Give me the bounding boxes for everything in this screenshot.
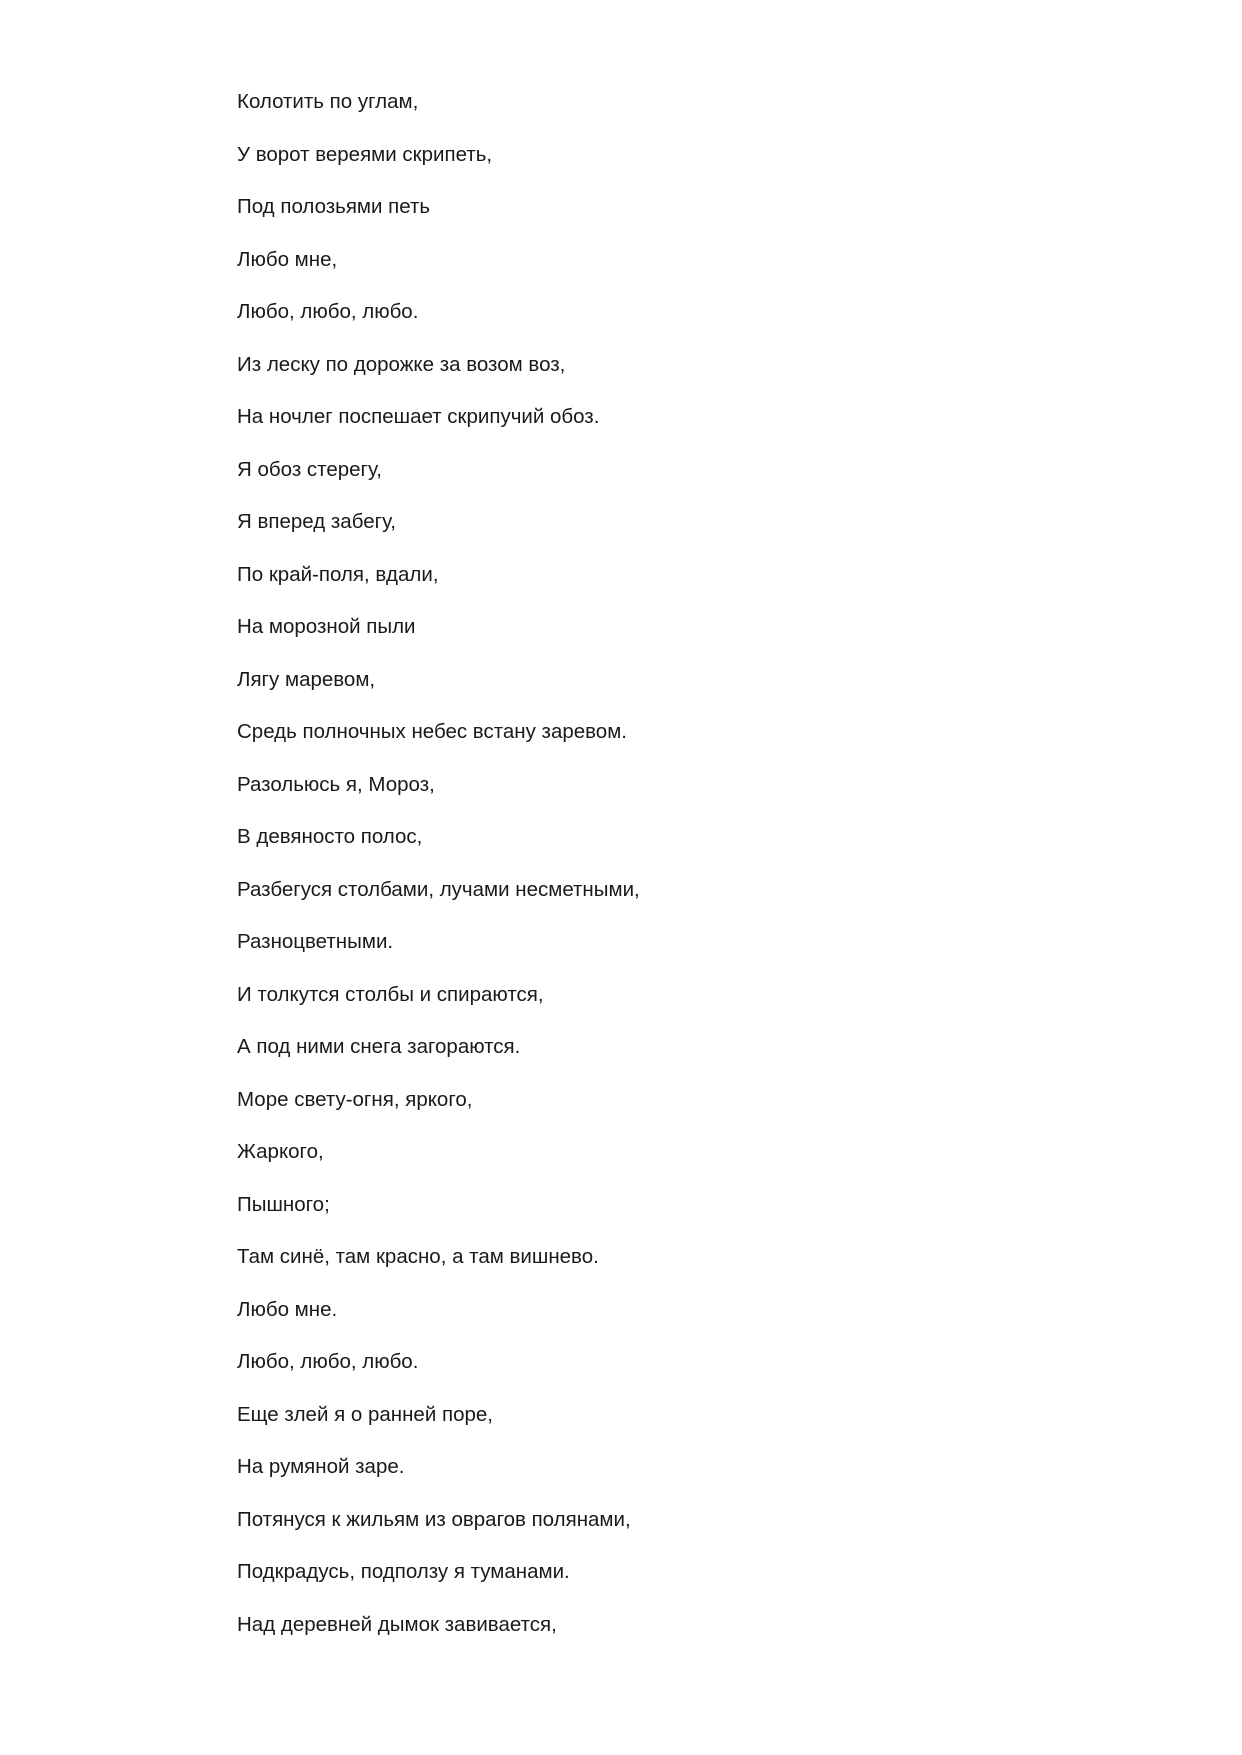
- poem-text: [237, 88, 640, 1663]
- poem-line: У ворот вереями скрипеть,: [237, 142, 493, 166]
- poem-line: На морозной пыли: [237, 615, 416, 638]
- poem-line: Под полозьями петь: [237, 195, 431, 218]
- poem-line: Подкрадусь, подползу я туманами.: [237, 1560, 570, 1583]
- poem-line: Потянуся к жильям из оврагов полянами,: [237, 1507, 631, 1531]
- poem-line: Средь полночных небес встану заревом.: [237, 720, 628, 743]
- poem-line: По край-поля, вдали,: [237, 562, 439, 586]
- poem-line: Там синё, там красно, а там вишнево.: [237, 1245, 599, 1268]
- poem-line: Лягу маревом,: [237, 667, 376, 691]
- poem-line: Разбегуся столбами, лучами несметными,: [237, 877, 640, 901]
- poem-line: Я обоз стерегу,: [237, 457, 382, 481]
- poem-line: На румяной заре.: [237, 1455, 405, 1478]
- poem-line: Пышного;: [237, 1192, 330, 1216]
- poem-line: Любо мне.: [237, 1297, 338, 1321]
- poem-line: Море свету-огня, яркого,: [237, 1087, 473, 1111]
- poem-line: Любо, любо, любо.: [237, 1350, 419, 1373]
- poem-line: Любо мне,: [237, 247, 338, 271]
- poem-line: Разноцветными.: [237, 930, 394, 953]
- poem-line: А под ними снега загораются.: [237, 1035, 521, 1058]
- poem-line: Еще злей я о ранней поре,: [237, 1402, 493, 1426]
- poem-line: И толкутся столбы и спираются,: [237, 982, 544, 1006]
- poem-line: На ночлег поспешает скрипучий обоз.: [237, 405, 600, 428]
- poem-line: Над деревней дымок завивается,: [237, 1612, 557, 1636]
- poem-line: Любо, любо, любо.: [237, 300, 419, 323]
- poem-line: Жаркого,: [237, 1140, 324, 1163]
- poem-line: Колотить по углам,: [237, 90, 419, 113]
- poem-line: В девяносто полос,: [237, 825, 423, 848]
- poem-line: Из леску по дорожке за возом воз,: [237, 352, 566, 376]
- poem-line: Разольюсь я, Мороз,: [237, 772, 435, 796]
- poem-line: Я вперед забегу,: [237, 510, 396, 533]
